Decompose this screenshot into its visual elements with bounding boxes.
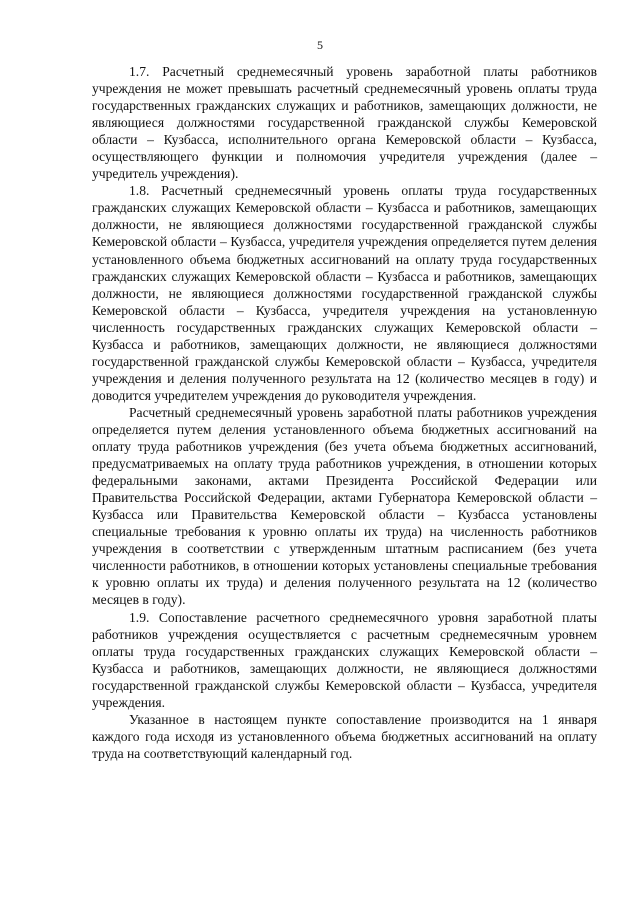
paragraph-1-9-continuation: Указанное в настоящем пункте сопоставление производится на 1 января каждого года исходя из установленного объема бюджетных ассигнований на оплату труда на соответствующий календарный год. (92, 711, 597, 761)
paragraph-1-9: 1.9. Сопоставление расчетного среднемесячного уровня заработной платы работников учреждения осуществляется с расчетным среднемесячным уровнем оплаты труда государственных гражданских служащих Кемеровской области – Кузбасса и работников, замещающих должности, не являющиеся должностями государственной гражданской службы Кемеровской области – Кузбасса, учредителя учреждения. (92, 609, 597, 710)
document-body (92, 63, 597, 762)
paragraph-1-7: 1.7. Расчетный среднемесячный уровень заработной платы работников учреждения не может превышать расчетный среднемесячный уровень оплаты труда государственных гражданских служащих и работников, замещающих должности, не являющиеся должностями государственной гражданской службы Кемеровской области – Кузбасса, исполнительного органа Кемеровской области – Кузбасса, осуществляющего функции и полномочия учредителя учреждения (далее – учредитель учреждения). (92, 64, 597, 182)
paragraph-1-8: 1.8. Расчетный среднемесячный уровень оплаты труда государственных гражданских служащих Кемеровской области – Кузбасса и работников, замещающих должности, не являющиеся должностями государственной гражданской службы Кемеровской области – Кузбасса, учредителя учреждения определяется путем деления установленного объема бюджетных ассигнований на оплату труда государственных гражданских служащих Кемеровской области – Кузбасса и работников, замещающих должности, не являющиеся должностями государственной гражданской службы Кемеровской области – Кузбасса, учредителя учреждения на установленную численность государственных гражданских служащих Кемеровской области – Кузбасса и работников, замещающих должности, не являющиеся должностями государственной гражданской службы Кемеровской области – Кузбасса, учредителя учреждения и деления полученного результата на 12 (количество месяцев в году) и доводится учредителем учреждения до руководителя учреждения. (92, 183, 597, 403)
page-number: 5 (317, 38, 323, 52)
paragraph-1-8-continuation: Расчетный среднемесячный уровень заработной платы работников учреждения определяется путем деления установленного объема бюджетных ассигнований на оплату труда работников учреждения (без учета объема бюджетных ассигнований, предусматриваемых на оплату труда работников учреждения, в отношении которых федеральными законами, актами Президента Российской Федерации или Правительства Российской Федерации, актами Губернатора Кемеровской области – Кузбасса или Правительства Кемеровской области – Кузбасса установлены специальные требования к уровню оплаты их труда) на численность работников учреждения в соответствии с утвержденным штатным расписанием (без учета численности работников, в отношении которых установлены специальные требования к уровню оплаты их труда) и деления полученного результата на 12 (количество месяцев в году). (92, 404, 597, 608)
